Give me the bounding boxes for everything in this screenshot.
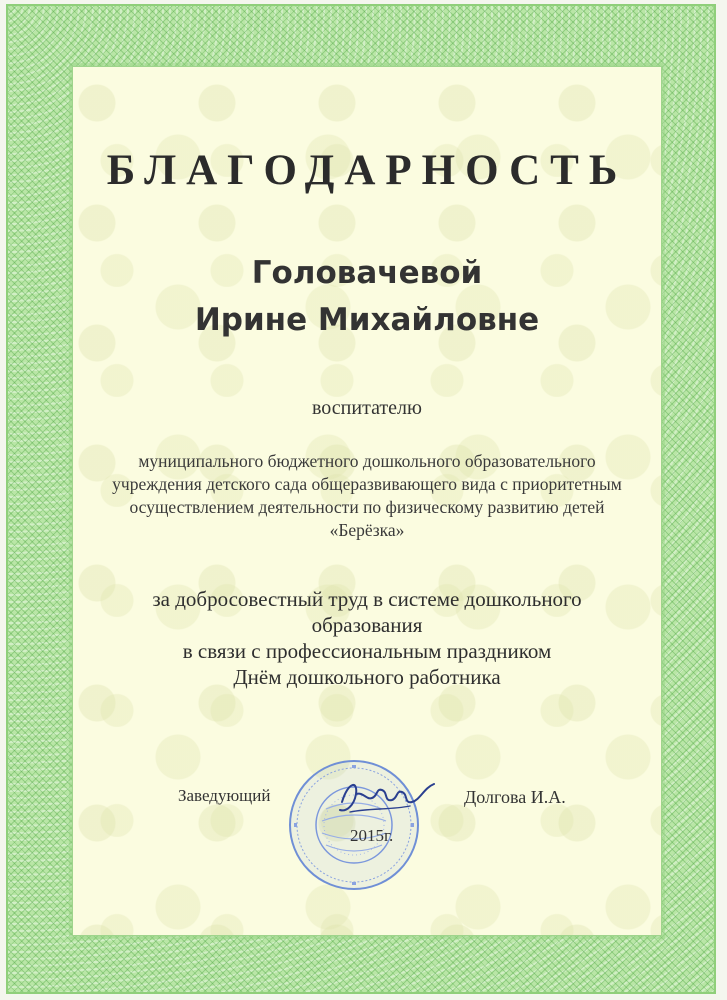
handwritten-signature-icon <box>330 772 440 820</box>
signatory-name: Долгова И.А. <box>464 787 566 807</box>
recipient-given-names: Ирине Михайловне <box>194 302 540 338</box>
signatory-role: Заведующий <box>178 786 271 805</box>
recipient-surname: Головачевой <box>251 255 483 291</box>
certificate-year: 2015г. <box>350 826 394 845</box>
institution-line: муниципального бюджетного дошкольного образовательного <box>138 451 596 471</box>
reason-line: Днём дошкольного работника <box>233 665 501 689</box>
institution-text <box>72 450 662 542</box>
reason-text <box>72 586 662 690</box>
recipient-position: воспитателю <box>312 397 422 419</box>
recipient-name <box>72 250 662 344</box>
institution-line: осуществлением деятельности по физическому развитию детей <box>129 497 605 517</box>
reason-line: за добросовестный труд в системе дошкольного <box>152 587 582 611</box>
institution-line: «Берёзка» <box>329 520 405 540</box>
institution-line: учреждения детского сада общеразвивающего вида с приоритетным <box>112 474 622 494</box>
reason-line: образования <box>311 613 423 637</box>
reason-line: в связи с профессиональным праздником <box>182 639 552 663</box>
certificate-title: БЛАГОДАРНОСТЬ <box>106 147 628 194</box>
